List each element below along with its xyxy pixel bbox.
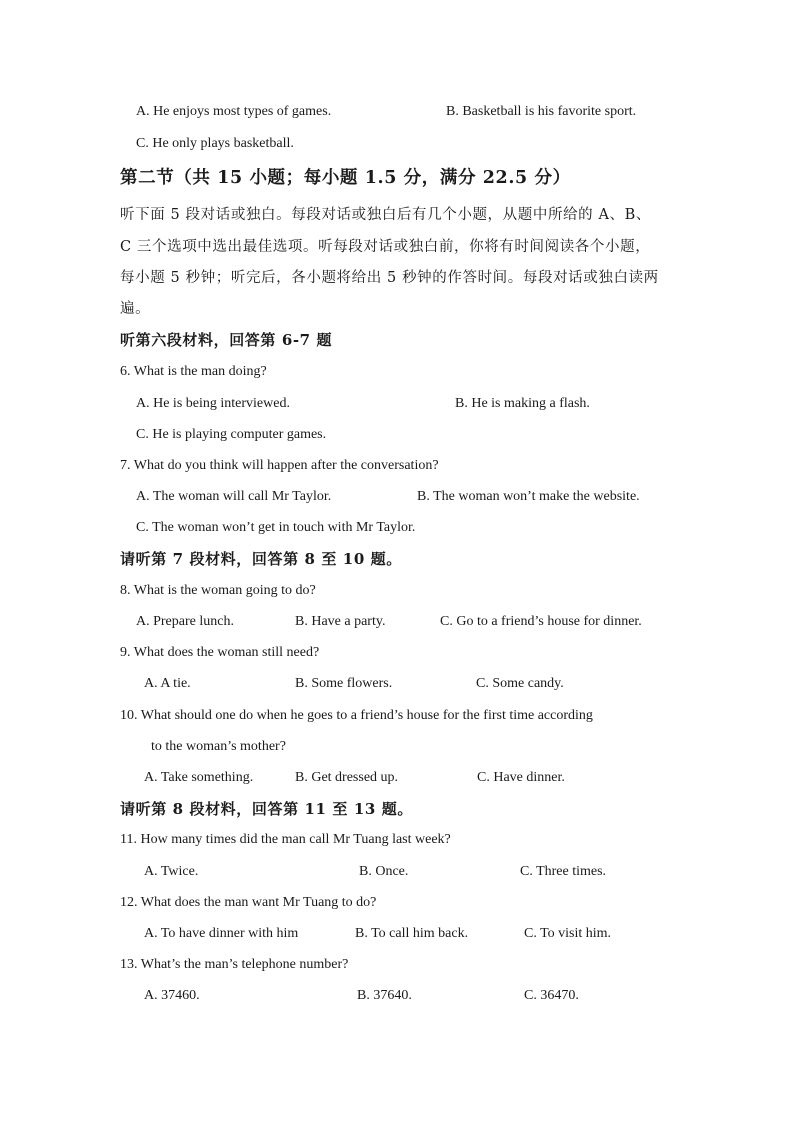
q10-option-c: C. Have dinner. — [477, 770, 565, 785]
section-title: 第二节（共 15 小题；每小题 1.5 分，满分 22.5 分） — [120, 168, 571, 188]
instructions-line-4: 遍。 — [120, 301, 151, 317]
q13-option-a: A. 37460. — [144, 988, 200, 1003]
q10-option-a: A. Take something. — [144, 770, 254, 785]
q12-stem: 12. What does the man want Mr Tuang to do? — [120, 895, 377, 910]
q9-option-a: A. A tie. — [144, 676, 191, 691]
instructions-line-2: C 三个选项中选出最佳选项。听每段对话或独白前，你将有时间阅读各个小题， — [120, 239, 651, 255]
q12-option-a: A. To have dinner with him — [144, 926, 299, 941]
part6-heading: 听第六段材料，回答第 6-7 题 — [120, 331, 333, 349]
q5-option-b: B. Basketball is his favorite sport. — [446, 104, 637, 119]
q11-option-a: A. Twice. — [144, 864, 199, 879]
q7-option-b: B. The woman won’t make the website. — [417, 489, 640, 504]
q11-stem: 11. How many times did the man call Mr Tuang last week? — [120, 832, 451, 847]
q10-stem-line-1: 10. What should one do when he goes to a friend’s house for the first time according — [120, 708, 593, 723]
q5-option-c: C. He only plays basketball. — [136, 136, 294, 151]
instructions-line-1: 听下面 5 段对话或独白。每段对话或独白后有几个小题，从题中所给的 A、B、 — [120, 207, 651, 223]
q6-stem: 6. What is the man doing? — [120, 364, 267, 379]
q9-option-c: C. Some candy. — [476, 676, 564, 691]
q13-option-c: C. 36470. — [524, 988, 579, 1003]
q13-stem: 13. What’s the man’s telephone number? — [120, 957, 349, 972]
q7-option-c: C. The woman won’t get in touch with Mr Taylor. — [136, 520, 416, 535]
q7-option-a: A. The woman will call Mr Taylor. — [136, 489, 332, 504]
q9-option-b: B. Some flowers. — [295, 676, 393, 691]
part8-heading: 请听第 8 段材料，回答第 11 至 13 题。 — [120, 800, 413, 818]
part7-heading: 请听第 7 段材料，回答第 8 至 10 题。 — [120, 550, 402, 568]
q10-option-b: B. Get dressed up. — [295, 770, 399, 785]
q11-option-c: C. Three times. — [520, 864, 607, 879]
q10-stem-line-2: to the woman’s mother? — [151, 739, 286, 754]
q7-stem: 7. What do you think will happen after the conversation? — [120, 458, 439, 473]
q9-stem: 9. What does the woman still need? — [120, 645, 320, 660]
q12-option-b: B. To call him back. — [355, 926, 469, 941]
q12-option-c: C. To visit him. — [524, 926, 612, 941]
instructions-line-3: 每小题 5 秒钟；听完后，各小题将给出 5 秒钟的作答时间。每段对话或独白读两 — [120, 270, 659, 286]
q13-option-b: B. 37640. — [357, 988, 412, 1003]
q8-option-b: B. Have a party. — [295, 614, 386, 629]
q8-option-a: A. Prepare lunch. — [136, 614, 234, 629]
q5-option-a: A. He enjoys most types of games. — [136, 104, 332, 119]
q8-option-c: C. Go to a friend’s house for dinner. — [440, 614, 642, 629]
q6-option-c: C. He is playing computer games. — [136, 427, 327, 442]
q6-option-a: A. He is being interviewed. — [136, 396, 290, 411]
q6-option-b: B. He is making a flash. — [455, 396, 590, 411]
q8-stem: 8. What is the woman going to do? — [120, 583, 316, 598]
q11-option-b: B. Once. — [359, 864, 409, 879]
